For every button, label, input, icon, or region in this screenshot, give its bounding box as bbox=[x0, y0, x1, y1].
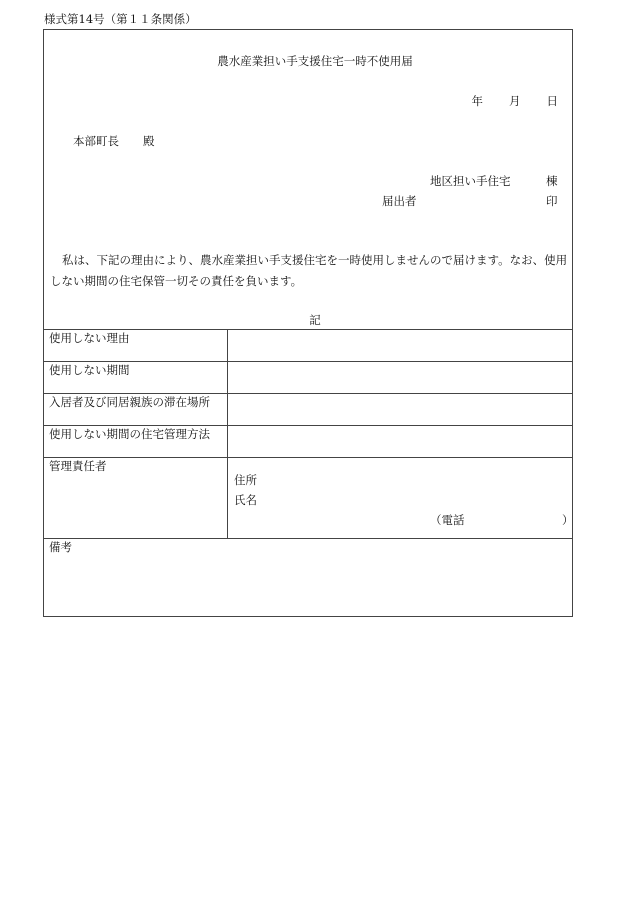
phone-label: （電話 bbox=[430, 513, 465, 527]
manager-label: 管理責任者 bbox=[43, 458, 228, 539]
housing-label: 地区担い手住宅 bbox=[430, 174, 511, 188]
table-row bbox=[43, 394, 573, 426]
date-line bbox=[472, 93, 559, 109]
residence-field[interactable] bbox=[228, 394, 574, 426]
housing-unit-label: 棟 bbox=[546, 174, 558, 188]
period-label: 使用しない期間 bbox=[43, 362, 228, 394]
form-number-label: 様式第14号（第１１条関係） bbox=[44, 12, 197, 26]
table-row bbox=[43, 458, 573, 539]
addressee bbox=[73, 133, 155, 149]
table-row bbox=[43, 362, 573, 394]
residence-label: 入居者及び同居親族の滞在場所 bbox=[43, 394, 228, 426]
ki-heading: 記 bbox=[309, 313, 321, 327]
table-row bbox=[43, 330, 573, 362]
year-label: 年 bbox=[471, 94, 483, 108]
remarks-label: 備考 bbox=[43, 539, 573, 617]
table-row bbox=[43, 539, 573, 617]
phone-close-paren: ） bbox=[562, 513, 574, 527]
seal-label: 印 bbox=[546, 194, 558, 208]
month-label: 月 bbox=[509, 94, 521, 108]
statement-text: 私は、下記の理由により、農水産業担い手支援住宅を一時使用しませんので届けます。なお、使用しない期間の住宅保管一切その責任を負います。 bbox=[50, 253, 568, 288]
reason-field[interactable] bbox=[228, 330, 574, 362]
day-label: 日 bbox=[546, 94, 558, 108]
address-label: 住所 bbox=[234, 473, 257, 487]
reporter-label: 届出者 bbox=[382, 194, 417, 208]
form-title: 農水産業担い手支援住宅一時不使用届 bbox=[217, 54, 413, 68]
addressee-name: 本部町長 bbox=[73, 134, 119, 148]
reason-label: 使用しない理由 bbox=[43, 330, 228, 362]
management-method-label: 使用しない期間の住宅管理方法 bbox=[43, 426, 228, 458]
details-table bbox=[43, 329, 573, 616]
management-method-field[interactable] bbox=[228, 426, 574, 458]
addressee-honorific: 殿 bbox=[143, 134, 155, 148]
manager-field[interactable] bbox=[228, 458, 574, 539]
table-row bbox=[43, 426, 573, 458]
period-field[interactable] bbox=[228, 362, 574, 394]
name-label: 氏名 bbox=[234, 493, 257, 507]
